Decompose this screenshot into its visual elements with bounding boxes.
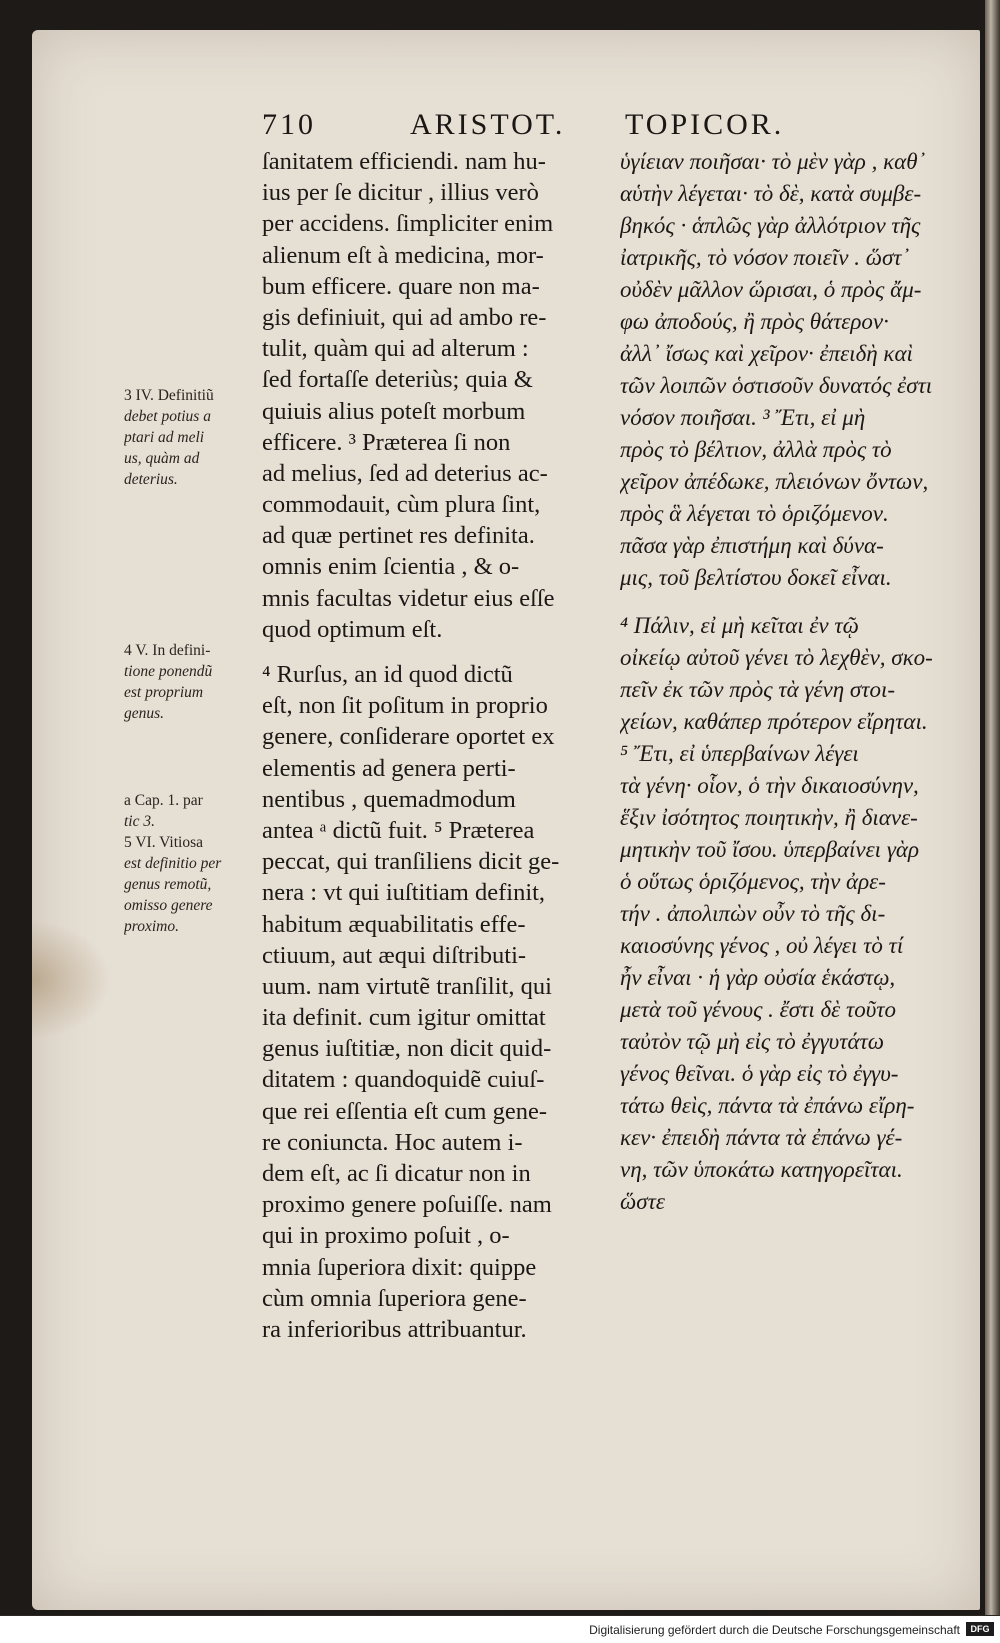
latin-line: elementis ad genera perti-	[262, 754, 516, 782]
greek-line: νόσον ποιῆσαι. ³ Ἔτι, εἰ μὴ	[620, 405, 866, 430]
marginal-note-line: 5 VI. Vitiosa	[124, 834, 204, 851]
latin-text-column	[262, 146, 607, 1345]
paper-stain	[32, 920, 112, 1040]
greek-line: βηκός · ἁπλῶς γὰρ ἀλλότριον τῆς	[620, 213, 921, 238]
latin-line: mnis facultas videtur eius eſſe	[262, 584, 555, 612]
footer-credit: Digitalisierung gefördert durch die Deutsche Forschungsgemeinschaft	[589, 1623, 960, 1637]
greek-line: τῶν λοιπῶν ὁστισοῦν δυνατός ἐστι	[620, 373, 933, 398]
greek-line: οὐδὲν μᾶλλον ὥρισαι, ὁ πρὸς ἄμ-	[620, 277, 922, 302]
latin-line: cùm omnia ſuperiora gene-	[262, 1284, 527, 1312]
latin-line: peccat, qui tranſiliens dicit ge-	[262, 848, 560, 876]
latin-line: proximo genere poſuiſſe. nam	[262, 1191, 552, 1219]
latin-line: ctiuum, aut æqui diſtributi-	[262, 941, 527, 969]
greek-line: κεν· ἐπειδὴ πάντα τὰ ἐπάνω γέ-	[620, 1125, 903, 1150]
marginal-note-line: est proprium	[124, 684, 204, 701]
marginal-note	[124, 832, 266, 937]
marginal-note	[124, 640, 266, 724]
latin-line: que rei eſſentia eſt cum gene-	[262, 1097, 548, 1125]
latin-line: habitum æquabilitatis effe-	[262, 910, 526, 938]
greek-line: ὁ οὕτως ὁριζόμενος, τὴν ἀρε-	[620, 869, 886, 894]
greek-line: ἀλλ᾽ ἴσως καὶ χεῖρον· ἐπειδὴ καὶ	[620, 341, 913, 366]
paragraph-gap	[620, 594, 975, 610]
marginal-note-line: proximo.	[124, 918, 179, 935]
latin-line: nentibus , quemadmodum	[262, 785, 516, 813]
latin-line: ita definit. cum igitur omittat	[262, 1004, 546, 1032]
greek-line: μητικὴν τοῦ ἴσου. ὑπερβαίνει γὰρ	[620, 837, 919, 862]
greek-line: νη, τῶν ὑποκάτω κατηγορεῖται.	[620, 1157, 903, 1182]
dfg-logo: DFG	[966, 1622, 994, 1636]
latin-line: commodauit, cùm plura ſint,	[262, 491, 541, 519]
latin-line: bum efficere. quare non ma-	[262, 272, 540, 300]
latin-line: efficere. ³ Præterea ſi non	[262, 428, 511, 456]
greek-text-column	[620, 146, 975, 1218]
latin-line: alienum eſt à medicina, mor-	[262, 241, 544, 269]
marginal-note	[124, 790, 266, 832]
marginal-note-line: deterius.	[124, 471, 178, 488]
greek-line: ⁵ Ἔτι, εἰ ὑπερβαίνων λέγει	[620, 741, 859, 766]
greek-line: μις, τοῦ βελτίστου δοκεῖ εἶναι.	[620, 565, 892, 590]
greek-line: χείων, καθάπερ πρότερον εἴρηται.	[620, 709, 928, 734]
latin-line: quiuis alius poteſt morbum	[262, 397, 526, 425]
marginal-note-line: tione ponendũ	[124, 663, 213, 680]
greek-line: μετὰ τοῦ γένους . ἔστι δὲ τοῦτο	[620, 997, 896, 1022]
marginal-note-line: genus.	[124, 705, 165, 722]
marginal-note-line: 4 V. In defini-	[124, 642, 211, 659]
latin-line: dem eſt, ac ſi dicatur non in	[262, 1160, 531, 1187]
latin-line: ra inferioribus attribuantur.	[262, 1315, 527, 1343]
latin-line: re coniuncta. Hoc autem i-	[262, 1128, 523, 1156]
paragraph-gap	[262, 645, 607, 659]
greek-line: ὑγίειαν ποιῆσαι· τὸ μὲν γὰρ , καθ᾽	[620, 149, 926, 174]
marginal-note-line: us, quàm ad	[124, 450, 200, 467]
greek-line: πεῖν ἐκ τῶν πρὸς τὰ γένη στοι-	[620, 677, 896, 702]
greek-line: ἕξιν ἰσότητος ποιητικὴν, ἢ διανε-	[620, 805, 918, 830]
greek-line: ἰατρικῆς, τὸ νόσον ποιεῖν . ὥστ᾽	[620, 245, 910, 270]
greek-line: φω ἀποδούς, ἢ πρὸς θάτερον·	[620, 309, 889, 334]
greek-line: ὥστε	[620, 1189, 665, 1214]
marginal-note-line: est definitio per	[124, 855, 222, 872]
greek-line: πρὸς ἃ λέγεται τὸ ὁριζόμενον.	[620, 501, 889, 526]
marginal-note-line: ptari ad meli	[124, 429, 205, 446]
book-edge	[985, 0, 1000, 1615]
latin-line: nera : vt qui iuſtitiam definit,	[262, 879, 546, 907]
latin-line: per accidens. ſimpliciter enim	[262, 210, 554, 238]
greek-line: αὑτὴν λέγεται· τὸ δὲ, κατὰ συμβε-	[620, 181, 922, 206]
marginal-note-line: a Cap. 1. par	[124, 792, 203, 809]
latin-line: antea ᵃ dictũ fuit. ⁵ Præterea	[262, 816, 535, 844]
latin-line: gis definiuit, qui ad ambo re-	[262, 303, 547, 331]
digitization-footer	[0, 1616, 1000, 1643]
latin-line: tulit, quàm qui ad alterum :	[262, 335, 529, 363]
greek-line: πᾶσα γὰρ ἐπιστήμη καὶ δύνα-	[620, 533, 884, 558]
marginal-note-line: 3 IV. Definitiũ	[124, 387, 214, 404]
marginal-note-line: debet potius a	[124, 408, 211, 425]
latin-line: eſt, non ſit poſitum in proprio	[262, 692, 548, 720]
latin-line: ditatem : quandoquidẽ cuiuſ-	[262, 1066, 545, 1094]
greek-line: ἦν εἶναι · ἡ γὰρ οὐσία ἑκάστῳ,	[620, 965, 896, 990]
marginal-note-line: omisso genere	[124, 897, 213, 914]
page-number: 710	[262, 108, 316, 141]
greek-line: καιοσύνης γένος , οὐ λέγει τὸ τί	[620, 933, 904, 958]
latin-line: ius per ſe dicitur , illius verò	[262, 179, 539, 207]
marginal-note-line: tic 3.	[124, 813, 155, 830]
latin-line: ſed fortaſſe deteriùs; quia &	[262, 366, 533, 394]
latin-line: genere, conſiderare oportet ex	[262, 723, 555, 751]
greek-line: ⁴ Πάλιν, εἰ μὴ κεῖται ἐν τῷ	[620, 613, 859, 638]
greek-line: χεῖρον ἀπέδωκε, πλειόνων ὄντων,	[620, 469, 929, 494]
greek-line: οἰκείῳ αὐτοῦ γένει τὸ λεχθὲν, σκο-	[620, 645, 933, 670]
latin-line: ⁴ Rurſus, an id quod dictũ	[262, 661, 513, 688]
latin-line: ad quæ pertinet res definita.	[262, 522, 535, 550]
latin-line: genus iuſtitiæ, non dicit quid-	[262, 1035, 552, 1063]
marginal-note	[124, 385, 266, 490]
latin-line: ſanitatem efficiendi. nam hu-	[262, 148, 546, 175]
latin-line: uum. nam virtutẽ tranſilit, qui	[262, 972, 552, 1000]
greek-line: πρὸς τὸ βέλτιον, ἀλλὰ πρὸς τὸ	[620, 437, 892, 462]
greek-line: τὰ γένη· οἷον, ὁ τὴν δικαιοσύνην,	[620, 773, 919, 798]
greek-line: τάτω θεὶς, πάντα τὰ ἐπάνω εἴρη-	[620, 1093, 915, 1118]
latin-line: mnia ſuperiora dixit: quippe	[262, 1253, 537, 1281]
latin-line: omnis enim ſcientia , & o-	[262, 553, 520, 581]
running-title-left: ARISTOT.	[410, 108, 566, 141]
latin-line: qui in proximo poſuit , o-	[262, 1222, 510, 1250]
greek-line: ταὐτὸν τῷ μὴ εἰς τὸ ἐγγυτάτω	[620, 1029, 885, 1054]
latin-line: ad melius, ſed ad deterius ac-	[262, 459, 548, 487]
latin-line: quod optimum eſt.	[262, 615, 443, 643]
greek-line: γένος θεῖναι. ὁ γὰρ εἰς τὸ ἐγγυ-	[620, 1061, 899, 1086]
running-title-right: TOPICOR.	[625, 108, 785, 141]
greek-line: τήν . ἀπολιπὼν οὖν τὸ τῆς δι-	[620, 901, 886, 926]
marginal-note-line: genus remotũ,	[124, 876, 212, 893]
